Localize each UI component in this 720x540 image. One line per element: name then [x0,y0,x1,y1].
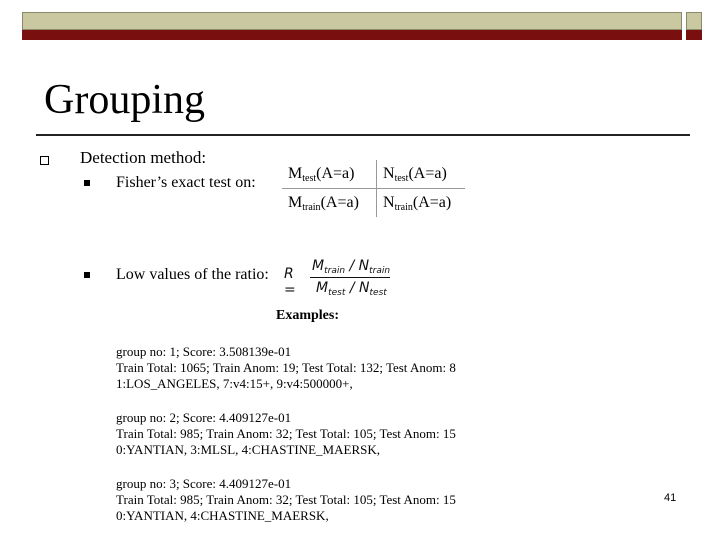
example-line: Train Total: 985; Train Anom: 32; Test Total: 105; Test Anom: 15 [116,492,456,507]
square-bullet-icon [84,272,90,278]
hollow-square-bullet-icon [40,156,49,165]
example-line: 0:YANTIAN, 4:CHASTINE_MAERSK, [116,508,329,523]
formula-denominator: $M_{test} / N_{test}$ [316,280,387,298]
table-row [282,189,465,218]
table-cell-m-train: $M_{train}(A=a)$ [282,189,377,218]
table-cell-m-test: $M_{test}(A=a)$ [282,160,377,189]
formula-numerator: $M_{train} / N_{train}$ [312,258,391,276]
example-group-2 [116,410,456,458]
table-cell-n-test: $N_{test}(A=a)$ [377,160,466,189]
example-line: 0:YANTIAN, 3:MLSL, 4:CHASTINE_MAERSK, [116,442,380,457]
bullet-fishers-test: Fisher’s exact test on: [116,174,256,191]
example-line: Train Total: 1065; Train Anom: 19; Test Total: 132; Test Anom: 8 [116,360,456,375]
example-line: group no: 2; Score: 4.409127e-01 [116,410,292,425]
header-bar-olive [22,12,682,30]
examples-heading: Examples: [276,308,339,323]
example-line: Train Total: 985; Train Anom: 32; Test Total: 105; Test Anom: 15 [116,426,456,441]
example-group-1 [116,344,456,392]
title-divider [36,134,690,136]
fraction-bar [310,277,390,278]
square-bullet-icon [84,180,90,186]
table-row [282,160,465,189]
contingency-table [282,160,465,217]
slide-title: Grouping [44,77,205,123]
table-cell-n-train: $N_{train}(A=a)$ [383,193,452,213]
example-line: group no: 1; Score: 3.508139e-01 [116,344,292,359]
example-line: group no: 3; Score: 4.409127e-01 [116,476,292,491]
bullet-detection-method: Detection method: [80,148,207,167]
header-corner-maroon [686,30,702,40]
bullet-ratio: Low values of the ratio: [116,266,269,283]
example-line: 1:LOS_ANGELES, 7:v4:15+, 9:v4:500000+, [116,376,353,391]
page-number: 41 [664,492,677,504]
header-corner-olive [686,12,702,30]
example-group-3 [116,476,456,524]
header-bar-maroon [22,30,682,40]
formula-lhs: R = [284,266,296,298]
